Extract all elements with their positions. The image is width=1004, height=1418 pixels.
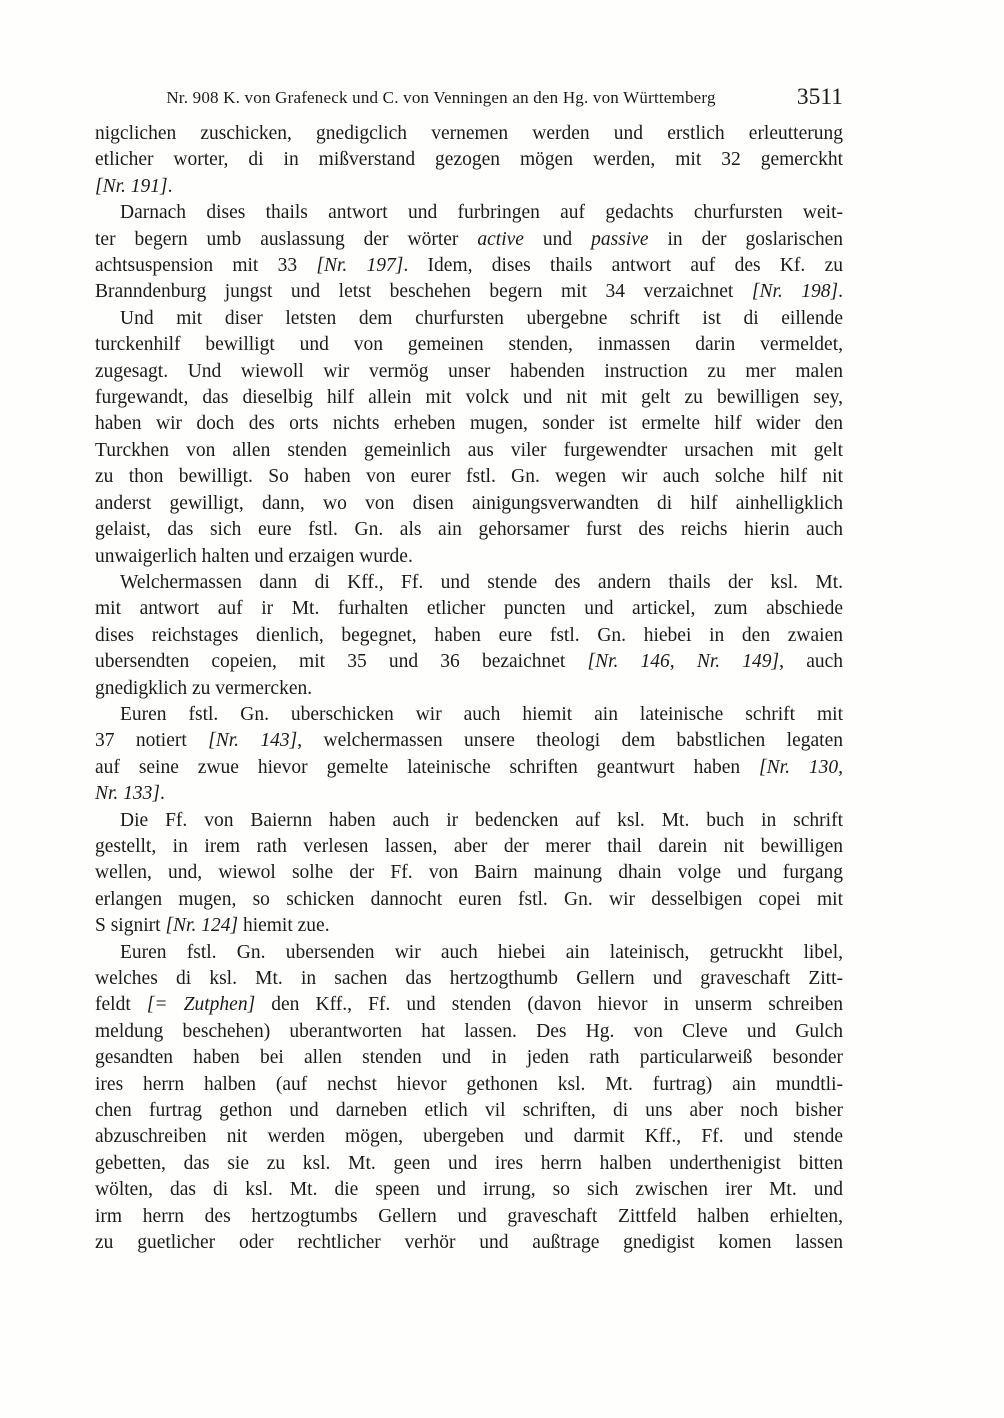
text-line: zugesagt. Und wiewoll wir vermög unser habenden instruction zu mer malen [95, 360, 843, 382]
text-line: feldt [= Zutphen] den Kff., Ff. und stenden (davon hievor in unserm schreiben [95, 994, 844, 1016]
paragraph [95, 306, 843, 570]
text-line: meldung beschehen) uberantworten hat lassen. Des Hg. von Cleve und Gulch [95, 1020, 843, 1042]
paragraph [95, 940, 843, 1257]
text-line: 37 notiert [Nr. 143], welchermassen unsere theologi dem babstlichen legaten [95, 730, 843, 752]
text-line: Euren fstl. Gn. uberschicken wir auch hiemit ain lateinische schrift mit [120, 703, 843, 725]
text-line: zu thon bewilligt. So haben von eurer fstl. Gn. wegen wir auch solche hilf nit [95, 466, 843, 488]
text-line: gelaist, das sich eure fstl. Gn. als ain gehorsamer furst des reichs hierin auch [95, 519, 843, 541]
text-line: nigclichen zuschicken, gnedigclich vernemen werden und erstlich erleutterung [95, 123, 843, 144]
paragraph [95, 121, 843, 200]
text-line: turckenhilf bewilligt und von gemeinen stenden, inmassen darin vermeldet, [95, 334, 843, 356]
text-line: unwaigerlich halten und erzaigen wurde. [95, 545, 413, 567]
text-line: furgewandt, das dieselbig hilf allein mit volck und nit mit gelt zu bewilligen sey, [95, 387, 843, 409]
text-line: [Nr. 191]. [95, 175, 173, 197]
text-line: achtsuspension mit 33 [Nr. 197]. Idem, dises thails antwort auf des Kf. zu [95, 255, 843, 277]
text-line: zu guetlicher oder rechtlicher verhör und außtrage gnedigist komen lassen [95, 1232, 843, 1254]
page-number: 3511 [796, 84, 843, 110]
text-line: mit antwort auf ir Mt. furhalten etlicher puncten und artickel, zum abschiede [95, 598, 843, 620]
text-line: abzuschreiben nit werden mögen, ubergeben und darmit Kff., Ff. und stende [95, 1126, 843, 1148]
text-line: Turckhen von allen stenden gemeinlich aus viler furgewendter ursachen mit gelt [95, 439, 843, 461]
text-line: ter begern umb auslassung der wörter active und passive in der goslarischen [95, 228, 843, 250]
text-line: dises reichstages dienlich, begegnet, haben eure fstl. Gn. hiebei in den zwaien [95, 624, 843, 646]
text-line: gebetten, das sie zu ksl. Mt. geen und ires herrn halben underthenigist bitten [95, 1152, 843, 1174]
text-line: gestellt, in irem rath verlesen lassen, aber der merer thail darein nit bewilligen [95, 835, 843, 857]
text-line: chen furtrag gethon und darneben etlich vil schriften, di uns aber noch bisher [95, 1100, 843, 1122]
paragraph [95, 808, 843, 940]
text-line: wellen, und, wiewol solhe der Ff. von Bairn mainung dhain volge und furgang [95, 862, 843, 884]
paragraph [95, 702, 843, 808]
page-body [95, 121, 843, 1256]
text-line: irm herrn des hertzogtumbs Gellern und graveschaft Zittfeld halben erhielten, [95, 1205, 843, 1227]
text-line: erlangen mugen, so schicken dannocht euren fstl. Gn. wir desselbigen copei mit [95, 888, 843, 910]
text-line: auf seine zwue hievor gemelte lateinische schriften geantwurt haben [Nr. 130, [95, 756, 843, 778]
text-line: Die Ff. von Baiernn haben auch ir bedencken auf ksl. Mt. buch in schrift [120, 809, 843, 831]
text-line: Und mit diser letsten dem churfursten ubergebne schrift ist di eillende [120, 307, 843, 329]
paragraph [95, 570, 843, 702]
text-line: ires herrn halben (auf nechst hievor gethonen ksl. Mt. furtrag) ain mundtli- [95, 1073, 843, 1095]
text-line: anderst gewilligt, dann, wo von disen ainigungsverwandten di hilf ainhelligklich [95, 492, 843, 514]
text-line: etlicher worter, di in mißverstand gezogen mögen werden, mit 32 gemerckht [95, 149, 843, 171]
text-line: ubersendten copeien, mit 35 und 36 bezaichnet [Nr. 146, Nr. 149], auch [95, 651, 844, 673]
text-line: Branndenburg jungst und letst beschehen begern mit 34 verzaichnet [Nr. 198]. [95, 281, 843, 303]
text-line: Nr. 133]. [95, 783, 165, 805]
text-line: haben wir doch des orts nichts erheben mugen, sonder ist ermelte hilf wider den [95, 413, 843, 435]
running-header [95, 84, 843, 112]
text-line: wölten, das di ksl. Mt. die speen und irrung, so sich zwischen irer Mt. und [95, 1179, 843, 1201]
paragraph [95, 200, 843, 306]
text-line: Welchermassen dann di Kff., Ff. und stende des andern thails der ksl. Mt. [120, 571, 843, 593]
text-line: Euren fstl. Gn. ubersenden wir auch hiebei ain lateinisch, getruckht libel, [120, 941, 843, 963]
text-line: welches di ksl. Mt. in sachen das hertzogthumb Gellern und graveschaft Zitt- [95, 968, 843, 989]
text-line: Darnach dises thails antwort und furbringen auf gedachts churfursten weit- [120, 202, 843, 224]
header-title: Nr. 908 K. von Grafeneck und C. von Venningen an den Hg. von Württemberg [166, 88, 716, 107]
text-line: gesandten haben bei allen stenden und in jeden rath particularweiß besonder [95, 1047, 843, 1069]
text-line: gnedigklich zu vermercken. [95, 677, 313, 699]
text-line: S signirt [Nr. 124] hiemit zue. [95, 915, 330, 937]
